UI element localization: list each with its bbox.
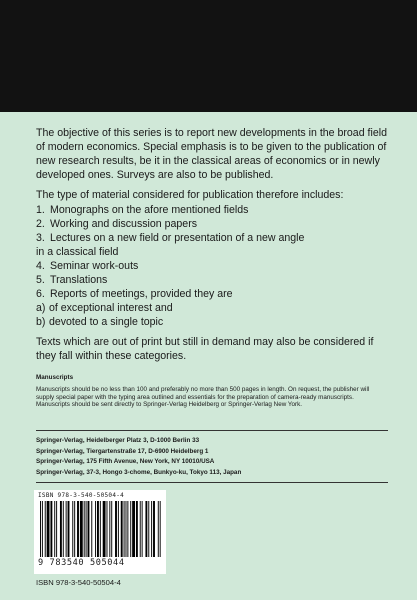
material-lead-in: The type of material considered for publication therefore includes:: [36, 189, 344, 201]
address-line: Springer-Verlag, Tiergartenstraße 17, D-6900 Heidelberg 1: [36, 447, 209, 455]
barcode-bar: [95, 501, 96, 557]
barcode-bar: [140, 501, 141, 557]
barcode-bar: [86, 501, 87, 557]
barcode-image: [38, 501, 162, 557]
barcode-bar: [109, 501, 110, 557]
barcode-bar: [45, 501, 46, 557]
barcode-bar: [42, 501, 43, 557]
barcode-bar: [103, 501, 106, 557]
barcode-bar: [74, 501, 75, 557]
material-list: [36, 203, 396, 329]
manuscripts-text: Manuscripts should be no less than 100 and preferably no more than 500 pages in length. On request, the publisher will supply special paper with the typing area outlined and essentials for the preparation of camera-ready manuscripts. Manuscripts should be sent directly to Springer-Verlag Heidelberg or Springer-Verlag New York.: [36, 386, 370, 409]
barcode-bar: [130, 501, 131, 557]
barcode-bar: [54, 501, 55, 557]
list-subitem: b) devoted to a single topic: [36, 316, 164, 328]
barcode-bar: [115, 501, 117, 557]
address-line: Springer-Verlag, Heidelberger Platz 3, D-1000 Berlin 33: [36, 437, 200, 444]
address-line: Springer-Verlag, 175 Fifth Avenue, New York, NY 10010/USA: [36, 458, 215, 465]
barcode-bar: [158, 501, 159, 557]
publisher-addresses: [36, 436, 388, 478]
barcode-bar: [47, 501, 50, 557]
list-subitem: a) of exceptional interest and: [36, 302, 173, 314]
barcode-bar: [97, 501, 99, 557]
barcode-bar: [91, 501, 92, 557]
list-item: 2. Working and discussion papers: [36, 218, 198, 230]
barcode-bar: [40, 501, 41, 557]
barcode-bar: [50, 501, 52, 557]
barcode-bar: [126, 501, 127, 557]
barcode-bar: [56, 501, 57, 557]
barcode-bar: [100, 501, 101, 557]
barcode-bar: [136, 501, 138, 557]
barcode-bar: [84, 501, 85, 557]
barcode-bar: [118, 501, 119, 557]
list-item: 6. Reports of meetings, provided they are: [36, 288, 233, 300]
barcode-bar: [124, 501, 125, 557]
barcode-bar: [72, 501, 73, 557]
closing-paragraph: Texts which are out of print but still in demand may also be considered if they fall within these categories.: [36, 336, 374, 362]
list-item: 1. Monographs on the afore mentioned fields: [36, 204, 249, 216]
barcode-bar: [68, 501, 70, 557]
barcode-isbn: ISBN 978-3-540-50504-4: [38, 492, 125, 499]
series-description: [36, 126, 396, 369]
barcode-bar: [111, 501, 112, 557]
list-item: 5. Translations: [36, 274, 108, 286]
barcode-bar: [121, 501, 123, 557]
barcode-label: [34, 490, 166, 574]
barcode-bar: [63, 501, 64, 557]
cover-top-band: [0, 0, 417, 112]
barcode-bar: [88, 501, 90, 557]
list-item: 4. Seminar work-outs: [36, 260, 139, 272]
barcode-bar: [77, 501, 79, 557]
divider: [36, 430, 388, 431]
barcode-digits: 9 783540 505044: [38, 558, 125, 568]
intro-paragraph: The objective of this series is to report new developments in the broad field of modern economics. Special emphasis is to be given to the publication of new research results, be it in the classical areas of economics or in newly developed ones. Surveys are also to be published.: [36, 127, 387, 181]
barcode-bar: [145, 501, 147, 557]
barcode-bar: [151, 501, 152, 557]
barcode-bar: [148, 501, 149, 557]
barcode-bar: [127, 501, 128, 557]
divider: [36, 482, 388, 483]
isbn-number: ISBN 978-3-540-50504-4: [36, 578, 121, 587]
barcode-bar: [60, 501, 62, 557]
address-line: Springer-Verlag, 37-3, Hongo 3-chome, Bunkyo-ku, Tokyo 113, Japan: [36, 468, 242, 476]
list-item-continuation: in a classical field: [36, 246, 119, 258]
barcode-bar: [132, 501, 135, 557]
list-item: 3. Lectures on a new field or presentation of a new angle: [36, 232, 305, 244]
barcode-bar: [107, 501, 108, 557]
barcode-bar: [66, 501, 67, 557]
manuscripts-heading: Manuscripts: [36, 374, 74, 381]
barcode-bar: [142, 501, 143, 557]
barcode-bar: [160, 501, 161, 557]
barcode-bar: [153, 501, 155, 557]
barcode-bar: [80, 501, 83, 557]
